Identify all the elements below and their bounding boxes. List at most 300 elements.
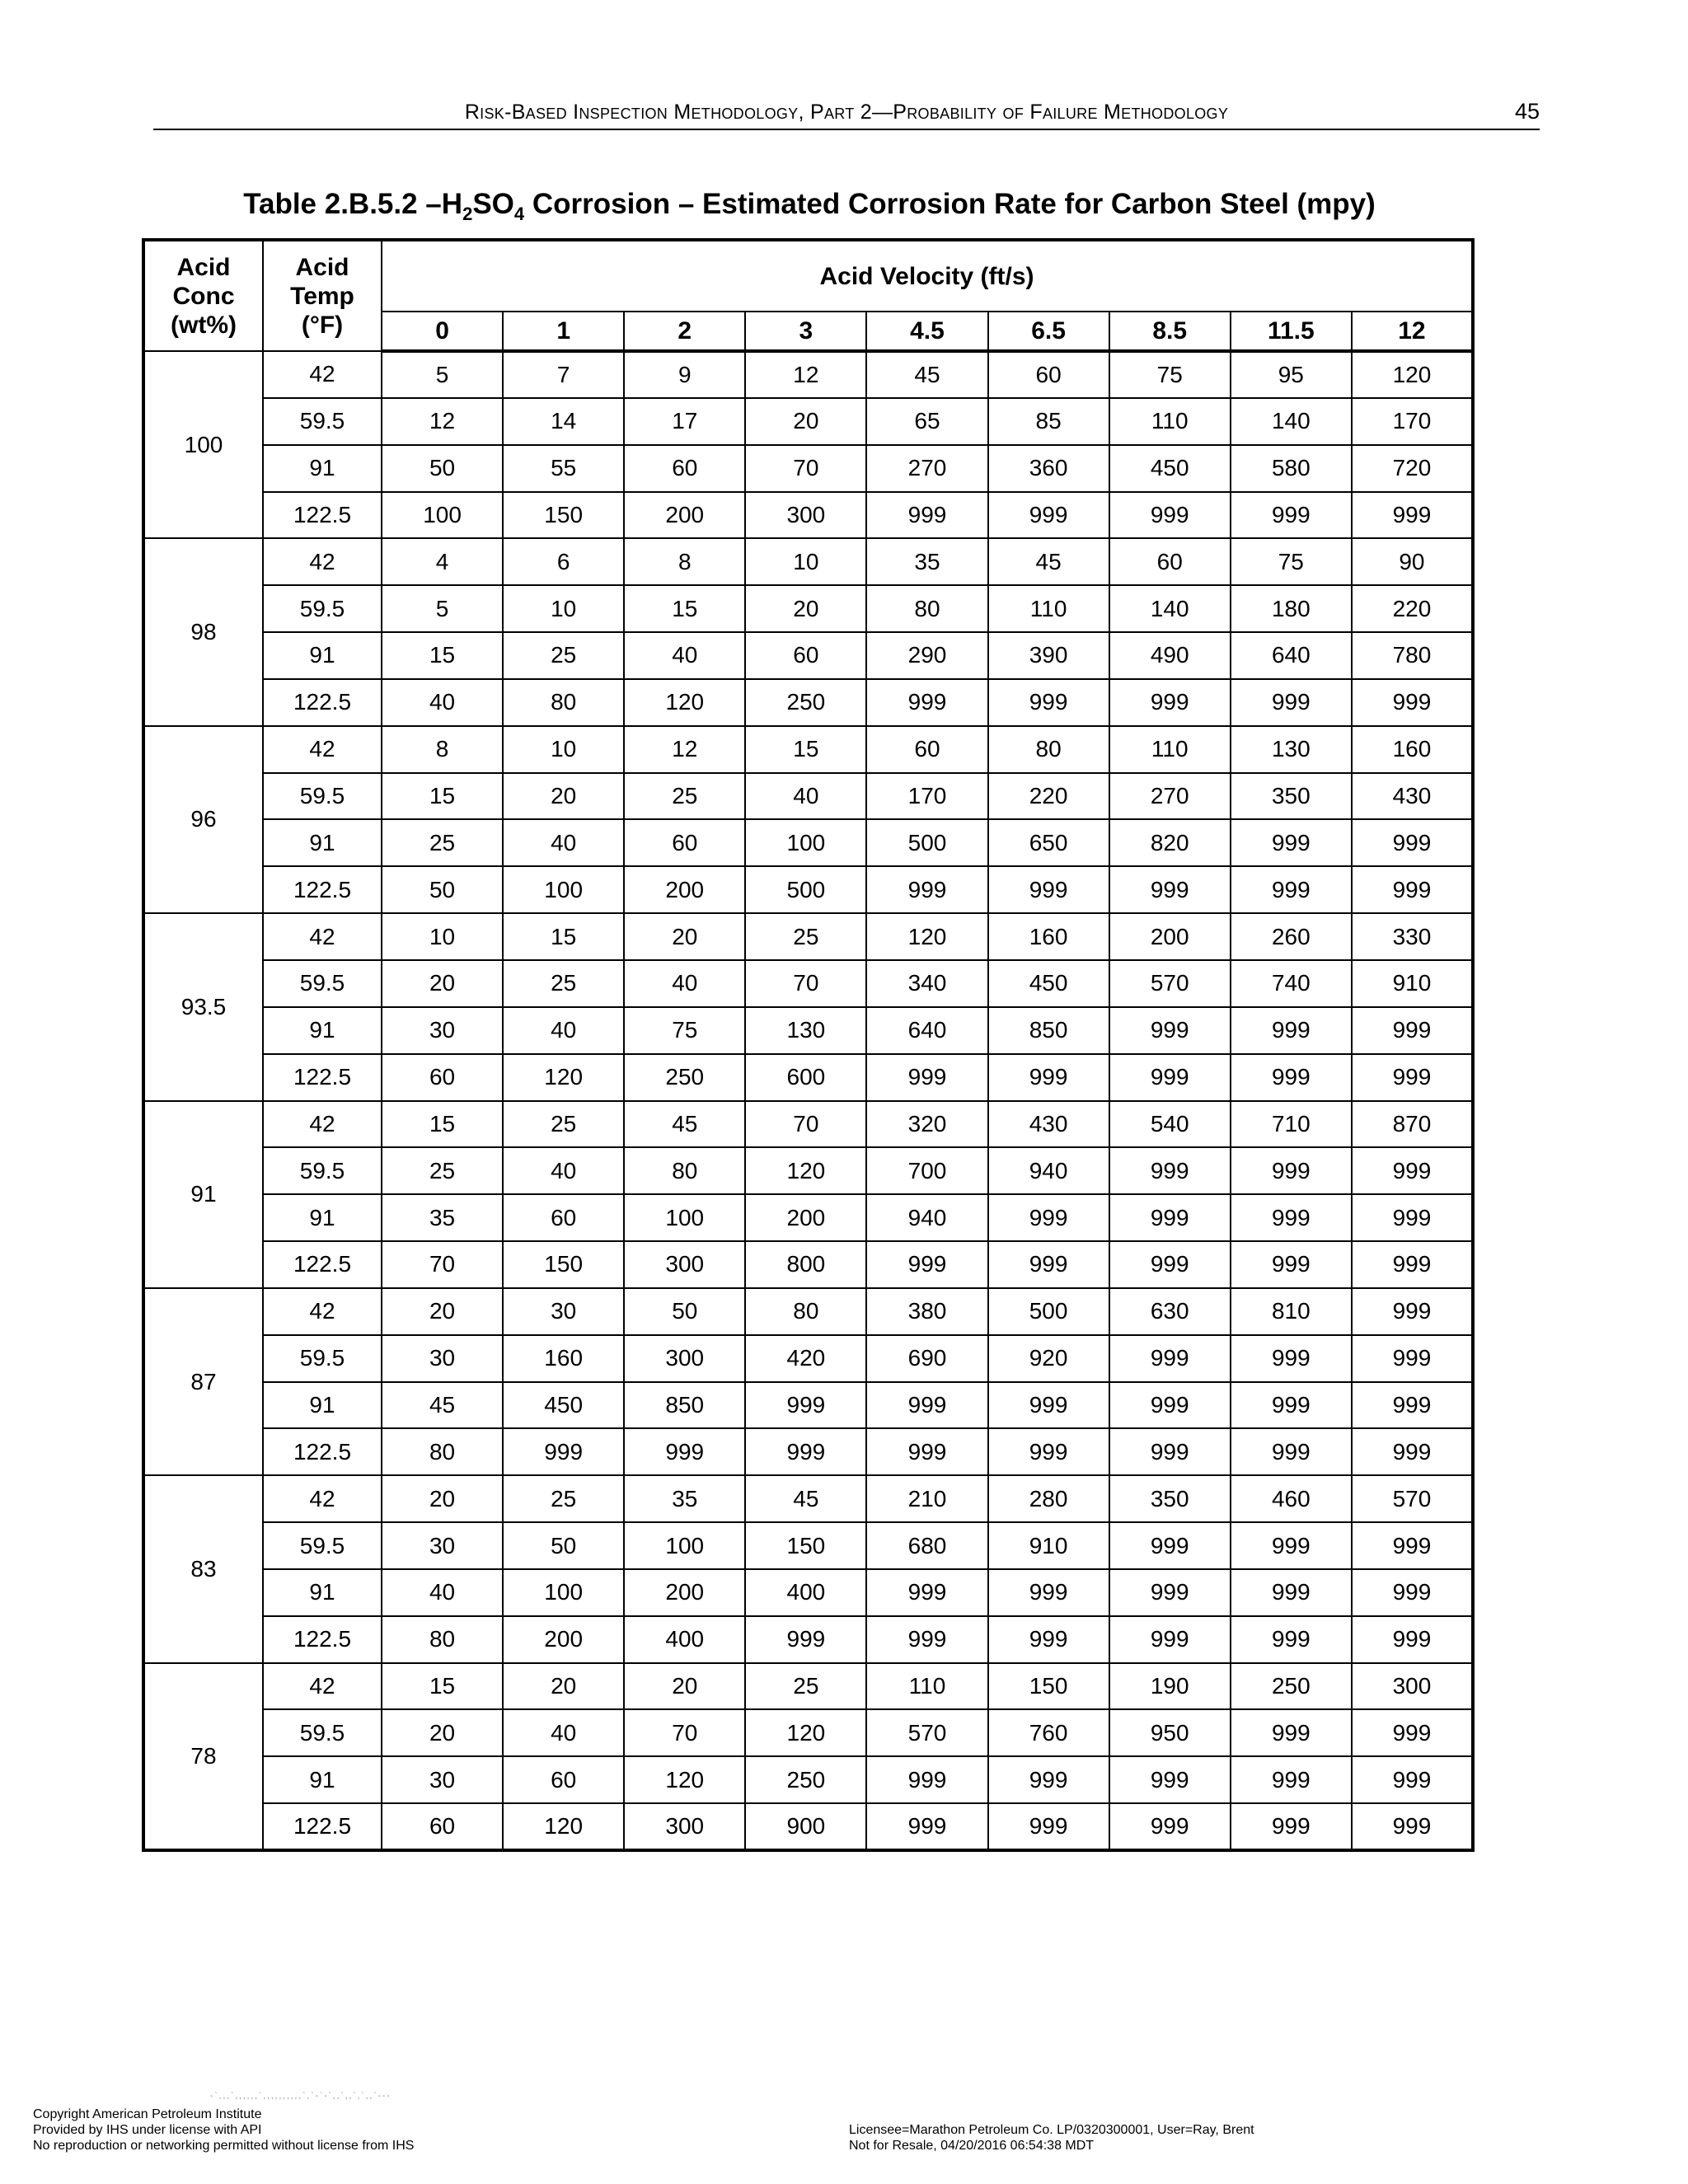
footer-licensee: Licensee=Marathon Petroleum Co. LP/0320300001, User=Ray, Brent: [849, 2123, 1254, 2137]
table-row: [143, 1709, 1473, 1756]
rate-cell: 50: [382, 866, 503, 913]
rate-cell: 50: [503, 1522, 624, 1569]
rate-cell: 60: [745, 632, 866, 679]
rate-cell: 70: [745, 445, 866, 492]
acid-temp-cell: 59.5: [263, 1709, 382, 1756]
table-row: [143, 1569, 1473, 1616]
rate-cell: 100: [745, 819, 866, 866]
rate-cell: 110: [1109, 398, 1231, 445]
rate-cell: 999: [1109, 1335, 1231, 1382]
rate-cell: 35: [866, 538, 987, 585]
rate-cell: 100: [624, 1522, 745, 1569]
rate-cell: 25: [745, 913, 866, 960]
rate-cell: 130: [1231, 726, 1352, 773]
rate-cell: 360: [988, 445, 1109, 492]
rate-cell: 70: [745, 960, 866, 1007]
rate-cell: 700: [866, 1147, 987, 1194]
rate-cell: 40: [503, 819, 624, 866]
acid-conc-cell: 93.5: [143, 913, 263, 1100]
rate-cell: 20: [624, 1663, 745, 1710]
table-row: [143, 1522, 1473, 1569]
rate-cell: 999: [1231, 1194, 1352, 1241]
rate-cell: 850: [988, 1007, 1109, 1054]
table-row: [143, 632, 1473, 679]
acid-temp-cell: 59.5: [263, 773, 382, 820]
rate-cell: 75: [1231, 538, 1352, 585]
rate-cell: 999: [1352, 1803, 1473, 1850]
rate-cell: 999: [866, 866, 987, 913]
table-row: [143, 1756, 1473, 1803]
table-title: [142, 188, 1477, 225]
rate-cell: 630: [1109, 1288, 1231, 1335]
rate-cell: 200: [624, 492, 745, 539]
rate-cell: 740: [1231, 960, 1352, 1007]
table-row: [143, 1382, 1473, 1429]
rate-cell: 650: [988, 819, 1109, 866]
rate-cell: 300: [624, 1241, 745, 1288]
velocity-0: 0: [382, 312, 503, 351]
rate-cell: 170: [1352, 398, 1473, 445]
rate-cell: 150: [988, 1663, 1109, 1710]
table-row: [143, 1663, 1473, 1710]
footer-copyright: Copyright American Petroleum Institute: [33, 2107, 262, 2121]
rate-cell: 999: [1231, 1147, 1352, 1194]
rate-cell: 20: [624, 913, 745, 960]
rate-cell: 250: [1231, 1663, 1352, 1710]
rate-cell: 999: [866, 492, 987, 539]
rate-cell: 120: [624, 1756, 745, 1803]
rate-cell: 10: [382, 913, 503, 960]
rate-cell: 490: [1109, 632, 1231, 679]
rate-cell: 999: [866, 1241, 987, 1288]
rate-cell: 999: [745, 1382, 866, 1429]
acid-temp-cell: 122.5: [263, 1803, 382, 1850]
rate-cell: 999: [988, 1616, 1109, 1663]
rate-cell: 15: [382, 1101, 503, 1148]
rate-cell: 80: [382, 1616, 503, 1663]
rate-cell: 80: [503, 679, 624, 726]
rate-cell: 200: [1109, 913, 1231, 960]
rate-cell: 8: [382, 726, 503, 773]
rate-cell: 6: [503, 538, 624, 585]
table-row: [143, 585, 1473, 632]
rate-cell: 45: [988, 538, 1109, 585]
rate-cell: 20: [382, 1475, 503, 1522]
rate-cell: 999: [1231, 679, 1352, 726]
footer-left: [33, 2107, 414, 2154]
rate-cell: 810: [1231, 1288, 1352, 1335]
rate-cell: 460: [1231, 1475, 1352, 1522]
table-row: [143, 726, 1473, 773]
rate-cell: 25: [503, 1475, 624, 1522]
rate-cell: 200: [745, 1194, 866, 1241]
title-subscript-2: 2: [462, 204, 473, 224]
rate-cell: 999: [1352, 866, 1473, 913]
rate-cell: 500: [866, 819, 987, 866]
rate-cell: 999: [1231, 1241, 1352, 1288]
rate-cell: 290: [866, 632, 987, 679]
rate-cell: 12: [382, 398, 503, 445]
rate-cell: 999: [988, 1241, 1109, 1288]
rate-cell: 999: [1352, 1616, 1473, 1663]
table-row: [143, 1288, 1473, 1335]
rate-cell: 25: [503, 632, 624, 679]
rate-cell: 570: [866, 1709, 987, 1756]
rate-cell: 999: [745, 1428, 866, 1475]
rate-cell: 450: [1109, 445, 1231, 492]
rate-cell: 999: [1231, 1335, 1352, 1382]
rate-cell: 390: [988, 632, 1109, 679]
acid-temp-cell: 59.5: [263, 960, 382, 1007]
rate-cell: 999: [1109, 866, 1231, 913]
rate-cell: 15: [382, 773, 503, 820]
rate-cell: 420: [745, 1335, 866, 1382]
rate-cell: 120: [745, 1709, 866, 1756]
rate-cell: 640: [866, 1007, 987, 1054]
table-row: [143, 1475, 1473, 1522]
rate-cell: 680: [866, 1522, 987, 1569]
rate-cell: 180: [1231, 585, 1352, 632]
acid-temp-cell: 59.5: [263, 398, 382, 445]
rate-cell: 999: [1109, 1147, 1231, 1194]
rate-cell: 17: [624, 398, 745, 445]
rate-cell: 25: [745, 1663, 866, 1710]
rate-cell: 999: [1352, 1007, 1473, 1054]
rate-cell: 40: [503, 1147, 624, 1194]
rate-cell: 80: [866, 585, 987, 632]
rate-cell: 12: [745, 351, 866, 398]
rate-cell: 999: [1231, 1054, 1352, 1101]
rate-cell: 70: [382, 1241, 503, 1288]
acid-temp-cell: 122.5: [263, 1428, 382, 1475]
rate-cell: 999: [1231, 1007, 1352, 1054]
rate-cell: 120: [624, 679, 745, 726]
table-row: [143, 773, 1473, 820]
rate-cell: 540: [1109, 1101, 1231, 1148]
rate-cell: 270: [1109, 773, 1231, 820]
rate-cell: 60: [624, 819, 745, 866]
rate-cell: 999: [1109, 1194, 1231, 1241]
rate-cell: 720: [1352, 445, 1473, 492]
rate-cell: 999: [1352, 1288, 1473, 1335]
rate-cell: 120: [1352, 351, 1473, 398]
table-row: [143, 445, 1473, 492]
rate-cell: 10: [503, 585, 624, 632]
rate-cell: 999: [1231, 866, 1352, 913]
acid-temp-cell: 91: [263, 1382, 382, 1429]
rate-cell: 999: [988, 1054, 1109, 1101]
corrosion-rate-table: [142, 238, 1475, 1852]
acid-temp-cell: 59.5: [263, 1522, 382, 1569]
rate-cell: 350: [1231, 773, 1352, 820]
acid-conc-cell: 91: [143, 1101, 263, 1288]
rate-cell: 220: [1352, 585, 1473, 632]
rate-cell: 25: [382, 1147, 503, 1194]
table-row: [143, 1101, 1473, 1148]
rate-cell: 60: [988, 351, 1109, 398]
rate-cell: 999: [1109, 1756, 1231, 1803]
rate-cell: 85: [988, 398, 1109, 445]
rate-cell: 15: [382, 1663, 503, 1710]
velocity-8-5: 8.5: [1109, 312, 1231, 351]
table-row: [143, 1054, 1473, 1101]
acid-conc-cell: 98: [143, 538, 263, 725]
rate-cell: 20: [503, 773, 624, 820]
rate-cell: 70: [745, 1101, 866, 1148]
rate-cell: 250: [745, 679, 866, 726]
title-so: SO: [472, 188, 514, 220]
rate-cell: 780: [1352, 632, 1473, 679]
rate-cell: 120: [866, 913, 987, 960]
acid-temp-cell: 59.5: [263, 1147, 382, 1194]
table-row: [143, 1194, 1473, 1241]
rate-cell: 999: [1109, 1616, 1231, 1663]
acid-temp-cell: 91: [263, 1569, 382, 1616]
rate-cell: 210: [866, 1475, 987, 1522]
rate-cell: 640: [1231, 632, 1352, 679]
rate-cell: 10: [745, 538, 866, 585]
rate-cell: 600: [745, 1054, 866, 1101]
rate-cell: 200: [624, 866, 745, 913]
table-row: [143, 1616, 1473, 1663]
velocity-2: 2: [624, 312, 745, 351]
rate-cell: 30: [503, 1288, 624, 1335]
acid-temp-cell: 122.5: [263, 866, 382, 913]
header-conc-line: (wt%): [171, 311, 237, 339]
page-number: 45: [1514, 99, 1540, 124]
rate-cell: 999: [1352, 1428, 1473, 1475]
rate-cell: 45: [745, 1475, 866, 1522]
title-suffix: Corrosion – Estimated Corrosion Rate for Carbon Steel (mpy): [524, 188, 1376, 220]
rate-cell: 400: [745, 1569, 866, 1616]
rate-cell: 999: [1109, 1522, 1231, 1569]
rate-cell: 55: [503, 445, 624, 492]
rate-cell: 400: [624, 1616, 745, 1663]
rate-cell: 999: [1109, 1007, 1231, 1054]
rate-cell: 300: [624, 1803, 745, 1850]
rate-cell: 850: [624, 1382, 745, 1429]
acid-temp-cell: 122.5: [263, 1054, 382, 1101]
rate-cell: 160: [1352, 726, 1473, 773]
rate-cell: 999: [1352, 1054, 1473, 1101]
rate-cell: 75: [624, 1007, 745, 1054]
rate-cell: 45: [382, 1382, 503, 1429]
rate-cell: 999: [1231, 1569, 1352, 1616]
rate-cell: 999: [1109, 1803, 1231, 1850]
rate-cell: 500: [745, 866, 866, 913]
rate-cell: 999: [1352, 1522, 1473, 1569]
rate-cell: 7: [503, 351, 624, 398]
table-row: [143, 866, 1473, 913]
acid-conc-cell: 83: [143, 1475, 263, 1662]
header-conc-line: Conc: [172, 282, 235, 310]
header-acid-temp: [263, 240, 382, 351]
rate-cell: 80: [624, 1147, 745, 1194]
acid-temp-cell: 91: [263, 1194, 382, 1241]
rate-cell: 580: [1231, 445, 1352, 492]
rate-cell: 999: [1352, 1335, 1473, 1382]
rate-cell: 999: [1352, 1756, 1473, 1803]
rate-cell: 999: [988, 1428, 1109, 1475]
acid-temp-cell: 122.5: [263, 492, 382, 539]
rate-cell: 60: [1109, 538, 1231, 585]
table-row: [143, 538, 1473, 585]
rate-cell: 999: [988, 1194, 1109, 1241]
rate-cell: 920: [988, 1335, 1109, 1382]
rate-cell: 90: [1352, 538, 1473, 585]
rate-cell: 220: [988, 773, 1109, 820]
rate-cell: 35: [624, 1475, 745, 1522]
velocity-3: 3: [745, 312, 866, 351]
acid-temp-cell: 91: [263, 819, 382, 866]
rate-cell: 999: [866, 1428, 987, 1475]
rate-cell: 330: [1352, 913, 1473, 960]
rate-cell: 100: [382, 492, 503, 539]
table-row: [143, 1007, 1473, 1054]
rate-cell: 110: [988, 585, 1109, 632]
rate-cell: 270: [866, 445, 987, 492]
rate-cell: 20: [382, 1288, 503, 1335]
velocity-1: 1: [503, 312, 624, 351]
rate-cell: 260: [1231, 913, 1352, 960]
rate-cell: 40: [382, 1569, 503, 1616]
rate-cell: 999: [866, 1803, 987, 1850]
rate-cell: 65: [866, 398, 987, 445]
rate-cell: 60: [503, 1194, 624, 1241]
rate-cell: 820: [1109, 819, 1231, 866]
table-row: [143, 1335, 1473, 1382]
rate-cell: 60: [382, 1054, 503, 1101]
rate-cell: 300: [624, 1335, 745, 1382]
rate-cell: 710: [1231, 1101, 1352, 1148]
rate-cell: 999: [866, 1616, 987, 1663]
table-row: [143, 1147, 1473, 1194]
rate-cell: 4: [382, 538, 503, 585]
rate-cell: 70: [624, 1709, 745, 1756]
table-body: [143, 351, 1473, 1850]
rate-cell: 120: [745, 1147, 866, 1194]
acid-temp-cell: 42: [263, 351, 382, 398]
rate-cell: 999: [1109, 1054, 1231, 1101]
rate-cell: 40: [382, 679, 503, 726]
rate-cell: 250: [745, 1756, 866, 1803]
acid-conc-cell: 87: [143, 1288, 263, 1475]
rate-cell: 940: [866, 1194, 987, 1241]
footer-no-reproduction: No reproduction or networking permitted without license from IHS: [33, 2139, 415, 2153]
rate-cell: 999: [988, 492, 1109, 539]
rate-cell: 450: [988, 960, 1109, 1007]
rate-cell: 999: [866, 1054, 987, 1101]
rate-cell: 20: [503, 1663, 624, 1710]
rate-cell: 100: [503, 1569, 624, 1616]
table-row: [143, 492, 1473, 539]
rate-cell: 45: [624, 1101, 745, 1148]
acid-temp-cell: 42: [263, 726, 382, 773]
rate-cell: 999: [1109, 492, 1231, 539]
table-row: [143, 913, 1473, 960]
header-acid-velocity: Acid Velocity (ft/s): [382, 240, 1473, 312]
table-row: [143, 679, 1473, 726]
scan-specks: -`,,,`,,,,,,`,,,,,,,,,,`,`-`-`,,`,,`,`,,`---: [210, 2092, 392, 2101]
rate-cell: 999: [1352, 1709, 1473, 1756]
rate-cell: 999: [1231, 819, 1352, 866]
rate-cell: 15: [503, 913, 624, 960]
rate-cell: 40: [624, 960, 745, 1007]
rate-cell: 999: [1352, 492, 1473, 539]
velocity-4-5: 4.5: [866, 312, 987, 351]
rate-cell: 999: [988, 679, 1109, 726]
rate-cell: 999: [988, 1569, 1109, 1616]
rate-cell: 100: [624, 1194, 745, 1241]
rate-cell: 690: [866, 1335, 987, 1382]
rate-cell: 999: [1231, 1616, 1352, 1663]
rate-cell: 80: [745, 1288, 866, 1335]
acid-temp-cell: 91: [263, 1756, 382, 1803]
rate-cell: 5: [382, 585, 503, 632]
rate-cell: 45: [866, 351, 987, 398]
rate-cell: 20: [745, 585, 866, 632]
rate-cell: 120: [503, 1054, 624, 1101]
acid-conc-cell: 96: [143, 726, 263, 913]
rate-cell: 60: [624, 445, 745, 492]
rate-cell: 999: [1109, 1569, 1231, 1616]
rate-cell: 120: [503, 1803, 624, 1850]
rate-cell: 999: [1109, 1241, 1231, 1288]
rate-cell: 999: [1352, 1147, 1473, 1194]
rate-cell: 75: [1109, 351, 1231, 398]
rate-cell: 140: [1231, 398, 1352, 445]
rate-cell: 50: [624, 1288, 745, 1335]
rate-cell: 999: [745, 1616, 866, 1663]
rate-cell: 910: [988, 1522, 1109, 1569]
rate-cell: 25: [624, 773, 745, 820]
rate-cell: 999: [1352, 1194, 1473, 1241]
rate-cell: 570: [1109, 960, 1231, 1007]
header-acid-conc: [143, 240, 263, 351]
rate-cell: 35: [382, 1194, 503, 1241]
footer-provided: Provided by IHS under license with API: [33, 2123, 262, 2137]
running-title: Risk-Based Inspection Methodology, Part 2—Probability of Failure Methodology: [464, 101, 1229, 124]
rate-cell: 12: [624, 726, 745, 773]
rate-cell: 999: [1109, 1428, 1231, 1475]
rate-cell: 999: [1352, 1569, 1473, 1616]
rate-cell: 110: [866, 1663, 987, 1710]
acid-temp-cell: 42: [263, 913, 382, 960]
rate-cell: 50: [382, 445, 503, 492]
rate-cell: 15: [624, 585, 745, 632]
rate-cell: 190: [1109, 1663, 1231, 1710]
rate-cell: 20: [745, 398, 866, 445]
rate-cell: 15: [745, 726, 866, 773]
rate-cell: 999: [1352, 1382, 1473, 1429]
rate-cell: 140: [1109, 585, 1231, 632]
header-conc-line: Acid: [176, 253, 231, 281]
rate-cell: 170: [866, 773, 987, 820]
rate-cell: 280: [988, 1475, 1109, 1522]
rate-cell: 95: [1231, 351, 1352, 398]
rate-cell: 430: [988, 1101, 1109, 1148]
rate-cell: 8: [624, 538, 745, 585]
rate-cell: 450: [503, 1382, 624, 1429]
acid-temp-cell: 122.5: [263, 679, 382, 726]
rate-cell: 430: [1352, 773, 1473, 820]
rate-cell: 910: [1352, 960, 1473, 1007]
rate-cell: 870: [1352, 1101, 1473, 1148]
rate-cell: 999: [1231, 1382, 1352, 1429]
rate-cell: 999: [624, 1428, 745, 1475]
rate-cell: 15: [382, 632, 503, 679]
rate-cell: 5: [382, 351, 503, 398]
